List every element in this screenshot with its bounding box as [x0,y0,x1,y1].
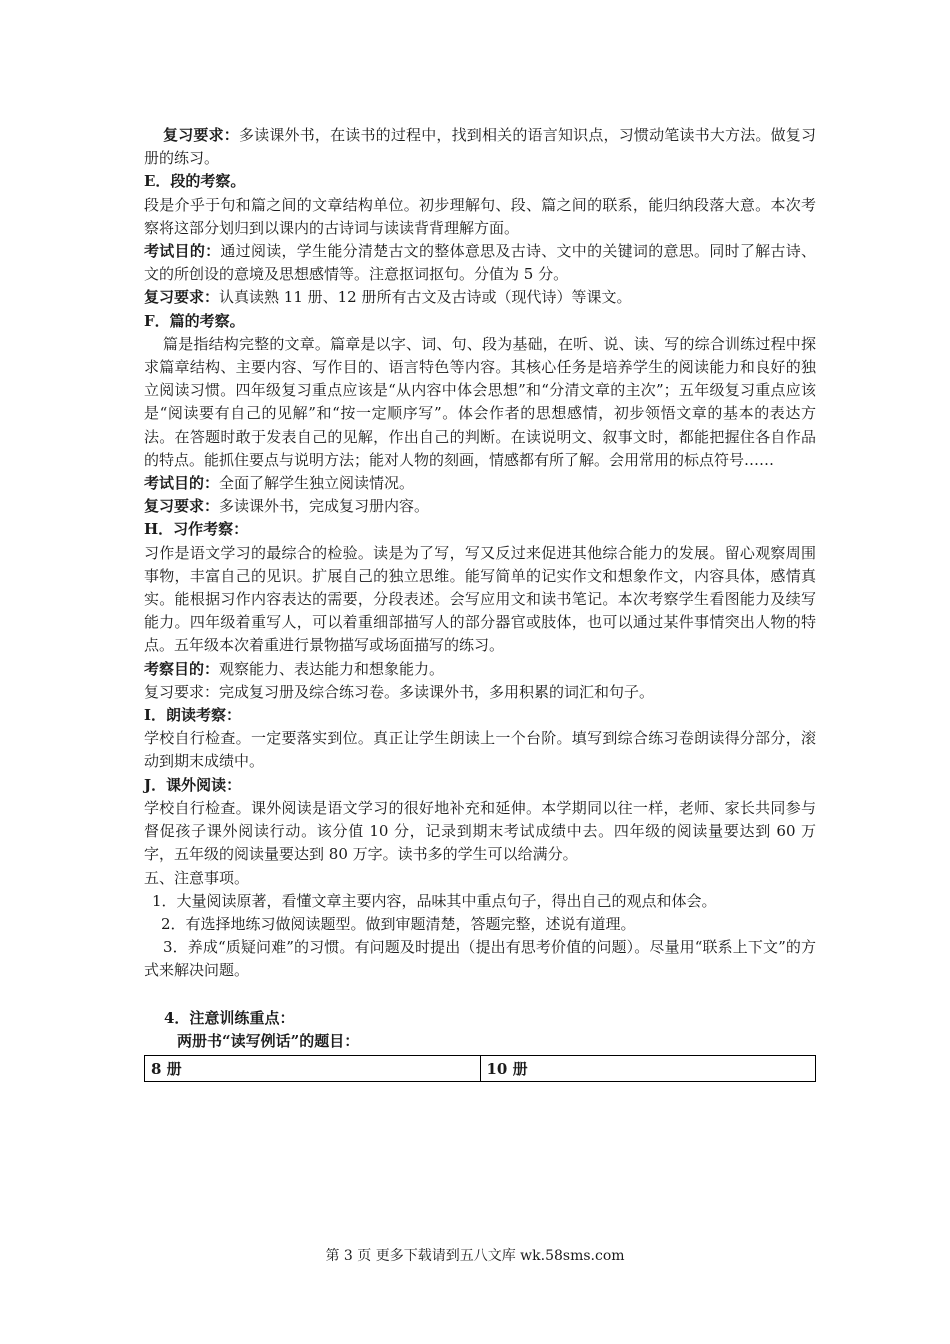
table-row [145,1055,816,1081]
section-e-body: 段是介乎于句和篇之间的文章结构单位。初步理解句、段、篇之间的联系，能归纳段落大意。本次考察将这部分划归到以课内的古诗词与读读背背理解方面。 [144,195,816,237]
section-e-heading: E．段的考察。 [144,172,246,191]
section-e-req-label: 复习要求： [144,288,220,307]
section-j-heading: J．课外阅读： [144,775,242,794]
section-h-goal-label: 考察目的： [144,659,220,678]
spacer [144,983,816,1003]
review-requirement-text: 多读课外书，在读书的过程中，找到相关的语言知识点，习惯动笔读书大方法。做复习册的练习。 [144,126,816,168]
section-f-goal-label: 考试目的： [144,474,220,493]
document-page [144,124,816,1082]
section-h-body: 习作是语文学习的最综合的检验。读是为了写，写又反过来促进其他综合能力的发展。留心观察周围事物，丰富自己的见识。扩展自己的独立思维。能写简单的记实作文和想象作文，内容具体，感情真实。能根据习作内容表达的需要，分段表述。会写应用文和读书笔记。本次考察学生看图能力及续写能力。四年级着重写人，可以着重细部描写人的部分器官或肢体，也可以通过某件事情突出人物的特点。五年级本次着重进行景物描写或场面描写的练习。 [144,543,816,655]
section-5-item-3: 3．养成“质疑问难”的习惯。有问题及时提出（提出有思考价值的问题）。尽量用“联系上下文”的方式来解决问题。 [144,938,816,980]
table-header-8: 8 册 [145,1055,481,1081]
section-f-body: 篇是指结构完整的文章。篇章是以字、词、句、段为基础，在听、说、读、写的综合训练过程中探求篇章结构、主要内容、写作目的、语言特色等内容。其核心任务是培养学生的阅读能力和良好的独立阅读习惯。四年级复习重点应该是“从内容中体会思想”和“分清文章的主次”；五年级复习重点应该是“阅读要有自己的见解”和“按一定顺序写”。体会作者的思想感情，初步领悟文章的基本的表达方法。在答题时敢于发表自己的见解，作出自己的判断。在读说明文、叙事文时，都能把握住各自作品的特点。能抓住要点与说明方法；能对人物的刻画，情感都有所了解。会用常用的标点符号…… [144,334,816,469]
section-h-requirement: 复习要求：完成复习册及综合练习卷。多读课外书，多用积累的词汇和句子。 [144,682,655,701]
section-4-subheading: 两册书“读写例话”的题目： [177,1031,360,1050]
section-i-heading: I．朗读考察： [144,706,242,725]
section-f-req-label: 复习要求： [144,497,220,516]
section-f-requirement [144,495,816,518]
section-f-goal-text: 全面了解学生独立阅读情况。 [219,474,415,493]
table-header-10: 10 册 [480,1055,816,1081]
section-e-req-text: 认真读熟 11 册、12 册所有古文及古诗或（现代诗）等课文。 [219,288,632,307]
section-4-heading: 4．注意训练重点： [164,1008,295,1027]
section-h-goal [144,658,816,681]
review-requirement-paragraph [144,124,816,170]
section-f-heading: F．篇的考察。 [144,311,245,330]
section-e-requirement [144,286,816,309]
section-h-goal-text: 观察能力、表达能力和想象能力。 [219,659,445,678]
reading-writing-table [144,1055,816,1082]
section-f-req-text: 多读课外书，完成复习册内容。 [219,497,430,516]
section-e-goal-label: 考试目的： [144,242,221,261]
page-footer: 第 3 页 更多下载请到五八文库 wk.58sms.com [325,1248,625,1264]
section-5-item-2: 2．有选择地练习做阅读题型。做到审题清楚，答题完整，述说有道理。 [161,914,636,933]
review-requirement-label: 复习要求： [163,126,239,144]
section-e-goal-text: 通过阅读，学生能分清楚古文的整体意思及古诗、文中的关键词的意思。同时了解古诗、文的所创设的意境及思想感情等。注意抠词抠句。分值为 5 分。 [144,242,816,284]
section-e-goal [144,240,816,286]
section-f-goal [144,472,816,495]
section-j-body: 学校自行检查。课外阅读是语文学习的很好地补充和延伸。本学期同以往一样，老师、家长共同参与督促孩子课外阅读行动。该分值 10 分，记录到期末考试成绩中去。四年级的阅读量要达到 60 万字，五年级的阅读量要达到 80 万字。读书多的学生可以给满分。 [144,798,816,864]
section-i-body: 学校自行检查。一定要落实到位。真正让学生朗读上一个台阶。填写到综合练习卷朗读得分部分，滚动到期末成绩中。 [144,729,816,771]
section-h-heading: H．习作考察： [144,520,249,539]
section-5-item-1: 1．大量阅读原著，看懂文章主要内容，品味其中重点句子，得出自己的观点和体会。 [152,891,717,910]
section-5-heading: 五、注意事项。 [144,868,250,887]
